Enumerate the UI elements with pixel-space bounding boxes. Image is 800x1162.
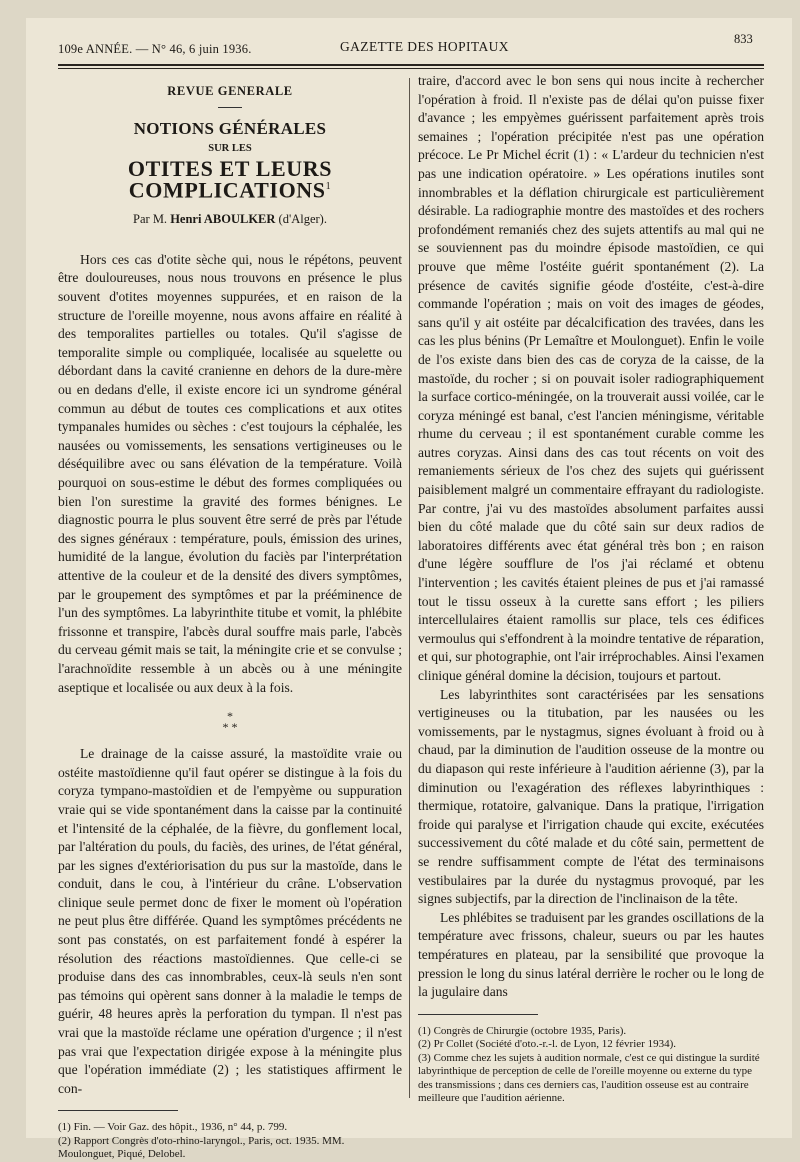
footnotes — [418, 1025, 764, 1106]
issue-info: 109e ANNÉE. — N° 46, 6 juin 1936. — [58, 42, 252, 56]
footnote: (2) Rapport Congrès d'oto-rhino-laryngol., Paris, oct. 1935. MM. Moulonguet, Piqué, Delobel. — [58, 1134, 345, 1161]
body-paragraph: Hors ces cas d'otite sèche qui, nous le répétons, peuvent être douloureuses, nous nous trouvons en présence le plus souvent d'otites moyennes suppurées, et en raison de la structure de l'oreille moyenne, nous avons affaire en réalité à des temporalites partielles ou totales. Qu'il s'agisse de temporalite simple ou compliquée, localisée au squelette ou débordant dans la cavité cranienne en dehors de la dure-mère ou en dedans d'elle, il existe encore ici un syndrome général commun au début de toutes ces complications et aux otites tympanales humides ou sèches : c'est toujours la céphalée, les nausées ou vomissements, les sensations vertigineuses ou le déséquilibre avec ou sans élévation de la température. Voilà pourquoi on sous-estime le début des formes compliquées ou bien l'on surestime la gravité des formes bénignes. Le diagnostic pourra le plus souvent être serré de près par l'étude des signes généraux : température, pouls, émission des urines, humidité de la langue, évolution du faciès par l'interprétation attentive de la couleur et de la densité des divers symptômes, par le groupement des symptômes et par la prééminence de l'un des symptômes. La labyrinthite titube et vomit, la phlébite frissonne et transpire, l'abcès dural souffre mais parle, l'abcès du cerveau gémit mais se tait, la méningite crie et se convulse ; l'arachnoïdite ressemble à un abcès ou à une méningite aseptique et localisée ou aux deux à la fois. — [58, 251, 402, 695]
journal-title: GAZETTE DES HOPITAUX — [340, 39, 509, 54]
article-title-line1: NOTIONS GÉNÉRALES — [133, 118, 327, 138]
footnote: (3) Comme chez les sujets à audition normale, c'est ce qui distingue la surdité labyrinthique de perception de celle de l'oreille moyenne ou externe du type des transmissions ; dans ces derniers cas, l'audition osseuse est au contraire meilleure que l'audition aérienne. — [418, 1051, 760, 1105]
author-location: (d'Alger). — [275, 212, 327, 227]
section-dash — [218, 107, 242, 108]
star-top: * — [227, 709, 233, 724]
footnote: (1) Congrès de Chirurgie (octobre 1935, Paris). — [418, 1024, 627, 1037]
author-prefix: Par M. — [133, 212, 171, 227]
footnote: (2) Pr Collet (Société d'oto.-r.-l. de Lyon, 12 février 1934). — [418, 1038, 676, 1051]
header-rule — [58, 64, 764, 66]
article-title-line3 — [58, 155, 402, 203]
body-paragraph: Les phlébites se traduisent par les grandes oscillations de la température avec frissons, chaleur, sueurs ou par les hautes températures en plateau, par la sensibilité que provoque la pression le long du sinus latéral derrière le rocher ou le long de la jugulaire dans — [418, 909, 764, 1000]
header-rule-thin — [58, 68, 764, 69]
body-paragraph: Les labyrinthites sont caractérisées par les sensations vertigineuses ou la titubation, par les nausées ou les vomissements, par le nystagmus, signes évoluant à froid ou à chaud, par la diminution de l'audition osseuse de la montre ou du diapason qui reste inférieure à l'audition aérienne (3), par la diminution ou l'exagération des réflexes labyrinthiques : thermique, rotatoire, galvanique. Dans la pratique, l'irrigation froide qui paralyse et l'irrigation chaude qui excite, exécutées successivement du côté malade et du côté sain, permettent de se rendre suffisamment compte de l'état des terminaisons vestibulaires par la durée du nystagmus provoqué, par les signes subjectifs, par la direction de l'inclinaison de la tête. — [418, 686, 764, 907]
column-left — [58, 78, 402, 1162]
page-header — [34, 22, 764, 62]
article-title-line2: SUR LES — [208, 143, 252, 155]
star-bottom: * * — [222, 720, 238, 735]
section-heading: REVUE GENERALE — [167, 84, 293, 98]
body-paragraph: Le drainage de la caisse assuré, la mastoïdite vraie ou ostéite mastoïdienne qu'il faut opérer se distingue à la fois du coryza tympano-mastoïdien et de l'empyème ou suppuration vraie qui se vide spontanément dans la caisse par la continuité et l'intensité de la céphalée, de la fièvre, du gonflement local, par l'altération du pouls, du faciès, des urines, de l'état général, par les signes d'extériorisation du pus sur la mastoïde, dans le conduit, dans le cou, à l'intérieur du crâne. L'observation clinique seule permet donc de fixer le moment où l'opération ne peut plus être différée. Quand les symptômes précédents ne sont pas constatés, on est parfaitement fondé à espérer la résolution des réactions mastoïdiennes. Que celle-ci se produise dans des cas innombrables, ceux-là seuls n'en sont pas témoins qui opèrent sans donner à la maladie le temps de guérir, 48 heures après la perforation du tympan. Il n'est pas vrai que la mastoïde réclame une opération d'urgence ; il n'est pas vrai que l'expectation dirigée expose à la méningite plus que l'opération immédiate (2) ; les statistiques affirment le con- — [58, 746, 402, 1096]
author-line — [58, 210, 402, 229]
column-right — [418, 72, 764, 1106]
article-title-main: OTITES ET LEURS COMPLICATIONS — [127, 155, 333, 203]
section-separator-stars — [58, 711, 402, 733]
body-paragraph: traire, d'accord avec le bon sens qui nous incite à rechercher l'opération à froid. Il n'existe pas de délai qu'on puisse fixer d'avance ; les empyèmes guérissent parfaitement après trois semaines ; l'opération précipitée n'est pas une opération précoce. Le Pr Michel écrit (1) : « L'ardeur du technicien n'est pas une indication opératoire. » Les opérations inutiles sont innombrables et la déflation chirurgicale est particulièrement désirable. La radiographie montre des mastoïdes et des rochers profondément remaniés chez des sujets attentifs au mal qui ne se souviennent pas du moindre épisode mastoïdien, ce qui prouve que même l'ostéite guérit spontanément (2). La présence de cavités signifie géode d'ostéite, c'est-à-dire commande l'opération ; mais on voit des images de géodes, sans qu'il y ait ostéite par décalcification des travées, dans les cas les plus bénins (Pr Lemaître et Moulonguet). Enfin le voile de l'os existe dans bien des cas de coryza de la caisse, de la mastoïde, du rocher ; si on pouvait isoler radiographiquement la surface cortico-méningée, on la trouverait aussi voilée, car le coryza méningé est banal, c'est l'ancien méningisme, véritable rhume du cerveau ; il est spontanément curable comme les autres coryzas. Ainsi dans des cas tout récents on voit des remaniements sérieux de l'os chez des sujets qui guérissent paisiblement malgré un commentaire effrayant du radiologiste. Par contre, j'ai vu des mastoïdes absolument parfaites aussi bien du côté malade que du côté sain sur deux radios de laboratoires différents avec état général très bon ; en raison d'une légère soufflure de l'os j'ai réclamé et obtenu l'intervention ; les cavités étaient pleines de pus et j'ai ramassé tout le tissu osseux à la curette sans effort ; les piliers intercellulaires étaient ramollis sur place, tels ces édifices vermoulus qui s'effondrent à la moindre tentative de réparation, et qui, sur photographie, ont l'air irréprochables. Ainsi l'examen clinique général domine la décision, toujours et partout. — [418, 73, 764, 683]
column-divider — [409, 78, 410, 1098]
footnote-rule — [58, 1110, 178, 1111]
author-name: Henri ABOULKER — [170, 212, 276, 227]
title-footnote-mark: 1 — [325, 181, 332, 193]
footnotes — [58, 1121, 402, 1162]
page-number: 833 — [734, 32, 753, 46]
footnote-rule — [418, 1014, 538, 1015]
footnote: (1) Fin. — Voir Gaz. des hôpit., 1936, n° 44, p. 799. — [58, 1121, 288, 1134]
